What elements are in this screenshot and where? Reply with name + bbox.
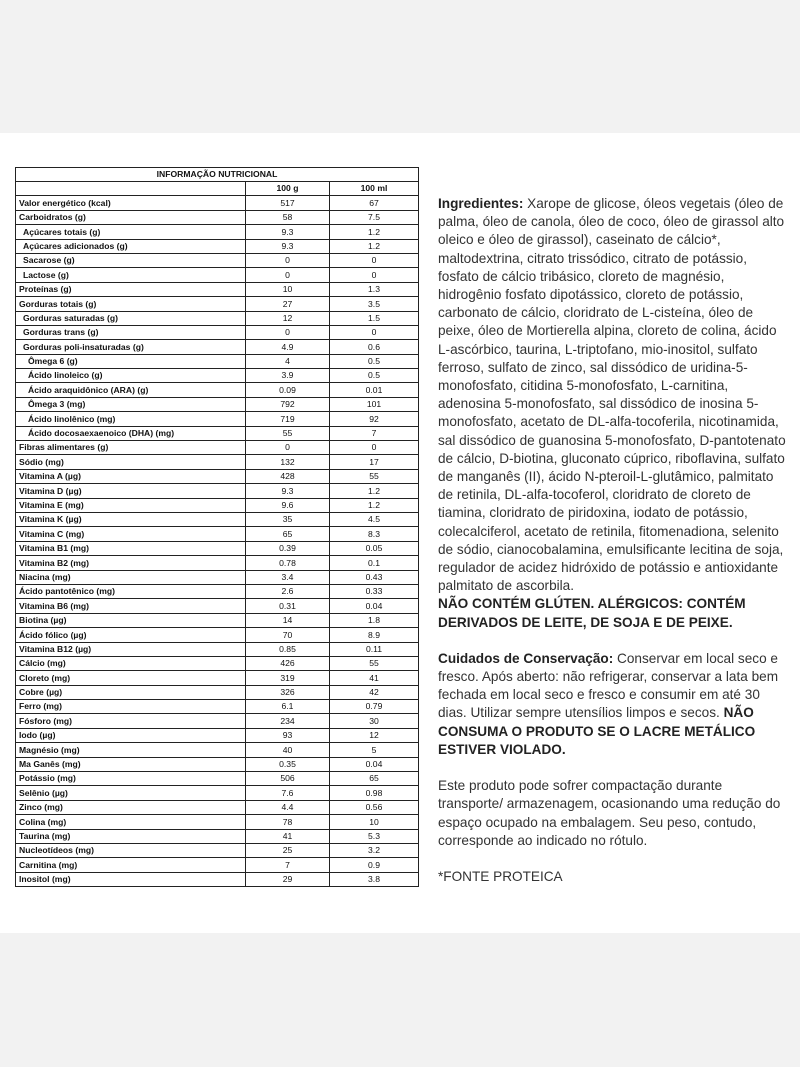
table-row: [16, 843, 419, 857]
value-100g: 55: [246, 426, 330, 440]
table-row: [16, 426, 419, 440]
table-row: [16, 210, 419, 224]
nutrient-label: Vitamina B1 (mg): [16, 541, 246, 555]
nutrient-label: Cloreto (mg): [16, 671, 246, 685]
nutrient-label: Niacina (mg): [16, 570, 246, 584]
value-100g: 0: [246, 253, 330, 267]
table-row: [16, 325, 419, 339]
nutrient-label: Inositol (mg): [16, 872, 246, 886]
value-100ml: 3.5: [330, 297, 419, 311]
value-100ml: 0.05: [330, 541, 419, 555]
table-row: [16, 628, 419, 642]
nutrient-label: Sódio (mg): [16, 455, 246, 469]
value-100ml: 12: [330, 728, 419, 742]
value-100g: 10: [246, 282, 330, 296]
value-100ml: 0: [330, 268, 419, 282]
table-row: [16, 441, 419, 455]
value-100ml: 0: [330, 253, 419, 267]
value-100g: 58: [246, 210, 330, 224]
nutrient-label: Nucleotídeos (mg): [16, 843, 246, 857]
value-100g: 506: [246, 772, 330, 786]
table-row: [16, 369, 419, 383]
table-row: [16, 541, 419, 555]
table-row: [16, 757, 419, 771]
table-row: [16, 858, 419, 872]
value-100ml: 0.79: [330, 700, 419, 714]
care-body: Conservar em local seco e fresco. Após aberto: não refrigerar, conservar a lata bem fechada em local seco e fresco e consumir em até 30 dias. Utilizar sempre utensílios limpos e secos.: [438, 650, 779, 721]
table-row: [16, 340, 419, 354]
value-100ml: 1.2: [330, 239, 419, 253]
value-100g: 319: [246, 671, 330, 685]
value-100ml: 0.11: [330, 642, 419, 656]
nutrient-label: Gorduras trans (g): [16, 325, 246, 339]
nutrient-label: Ma Ganês (mg): [16, 757, 246, 771]
nutrient-label: Vitamina B6 (mg): [16, 599, 246, 613]
value-100g: 41: [246, 829, 330, 843]
value-100g: 65: [246, 527, 330, 541]
value-100ml: 0.1: [330, 556, 419, 570]
nutrient-label: Gorduras saturadas (g): [16, 311, 246, 325]
value-100ml: 1.2: [330, 484, 419, 498]
table-row: [16, 772, 419, 786]
table-row: [16, 829, 419, 843]
value-100g: 3.4: [246, 570, 330, 584]
value-100ml: 8.3: [330, 527, 419, 541]
value-100g: 29: [246, 872, 330, 886]
table-row: [16, 642, 419, 656]
nutrient-label: Vitamina B2 (mg): [16, 556, 246, 570]
value-100g: 6.1: [246, 700, 330, 714]
value-100g: 0: [246, 441, 330, 455]
value-100g: 14: [246, 613, 330, 627]
value-100g: 792: [246, 397, 330, 411]
value-100ml: 7.5: [330, 210, 419, 224]
nutrient-label: Gorduras poli-insaturadas (g): [16, 340, 246, 354]
value-100g: 93: [246, 728, 330, 742]
table-row: [16, 556, 419, 570]
value-100ml: 0.98: [330, 786, 419, 800]
table-row: [16, 613, 419, 627]
nutrient-label: Gorduras totais (g): [16, 297, 246, 311]
value-100ml: 1.3: [330, 282, 419, 296]
nutrient-label: Ácido linolênico (mg): [16, 412, 246, 426]
table-row: [16, 383, 419, 397]
care-paragraph: [438, 650, 790, 759]
value-100g: 35: [246, 512, 330, 526]
table-row: [16, 196, 419, 210]
nutrient-label: Vitamina C (mg): [16, 527, 246, 541]
value-100g: 70: [246, 628, 330, 642]
care-heading: Cuidados de Conservação:: [438, 650, 614, 666]
nutrient-label: Vitamina B12 (µg): [16, 642, 246, 656]
nutrient-label: Biotina (µg): [16, 613, 246, 627]
value-100g: 0.31: [246, 599, 330, 613]
value-100g: 428: [246, 469, 330, 483]
value-100ml: 0.6: [330, 340, 419, 354]
value-100ml: 0.04: [330, 757, 419, 771]
table-row: [16, 354, 419, 368]
value-100ml: 0.56: [330, 800, 419, 814]
value-100g: 9.6: [246, 498, 330, 512]
table-row: [16, 225, 419, 239]
nutrient-label: Cobre (µg): [16, 685, 246, 699]
ingredients-body: Xarope de glicose, óleos vegetais (óleo de palma, óleo de canola, óleo de coco, óleo de girassol alto oleico e óleo de girassol), caseinato de cálcio*, maltodextrina, citrato trissódico, citrato de potássio, fosfato de cálcio tribásico, cloreto de magnésio, hidrogênio fosfato dipotássico, cloreto de potássio, carbonato de cálcio, cloridrato de L-cisteína, óleo de peixe, óleo de Mortierella alpina, cloreto de colina, ácido L-ascórbico, taurina, L-triptofano, mio-inositol, sulfato ferroso, sulfato de zinco, sal dissódico de uridina-5-monofosfato, citidina 5-monofosfato, L-carnitina, adenosina 5-monofosfato, sal dissódico de inosina 5-monofosfato, acetato de DL-alfa-tocoferila, nicotinamida, sal dissódico de guanosina 5-monofosfato, D-pantotenato de cálcio, D-biotina, gluconato cúprico, riboflavina, sulfato de manganês (II), ácido N-pteroil-L-glutâmico, palmitato de retinila, DL-alfa-tocoferol, cloridrato de cloreto de tiamina, cloridrato de piridoxina, iodato de potássio, colecalciferol, acetato de retinila, fitomenadiona, selenito de sódio, cianocobalamina, emulsificante lecitina de soja, regulador de acidez hidróxido de potássio e antioxidante palmitato de ascorbila.: [438, 196, 786, 594]
nutrient-label: Açúcares totais (g): [16, 225, 246, 239]
table-row: [16, 268, 419, 282]
table-row: [16, 671, 419, 685]
allergen-warning: NÃO CONTÉM GLÚTEN. ALÉRGICOS: CONTÉM DERIVADOS DE LEITE, DE SOJA E DE PEIXE.: [438, 596, 746, 630]
nutrient-label: Cálcio (mg): [16, 656, 246, 670]
value-100g: 4: [246, 354, 330, 368]
table-row: [16, 282, 419, 296]
footnote: *FONTE PROTEICA: [438, 868, 563, 884]
value-100ml: 0.01: [330, 383, 419, 397]
table-row: [16, 584, 419, 598]
value-100ml: 0: [330, 441, 419, 455]
value-100ml: 55: [330, 656, 419, 670]
value-100ml: 5: [330, 743, 419, 757]
value-100ml: 1.5: [330, 311, 419, 325]
value-100ml: 3.8: [330, 872, 419, 886]
nutrient-label: Proteínas (g): [16, 282, 246, 296]
value-100g: 7.6: [246, 786, 330, 800]
value-100g: 40: [246, 743, 330, 757]
value-100g: 0.35: [246, 757, 330, 771]
value-100g: 2.6: [246, 584, 330, 598]
value-100ml: 7: [330, 426, 419, 440]
table-row: [16, 455, 419, 469]
nutrient-label: Selênio (µg): [16, 786, 246, 800]
value-100g: 0.09: [246, 383, 330, 397]
nutrient-label: Iodo (µg): [16, 728, 246, 742]
value-100g: 0: [246, 268, 330, 282]
nutrient-label: Ácido linoleico (g): [16, 369, 246, 383]
table-row: [16, 815, 419, 829]
label-text: [438, 195, 790, 904]
value-100ml: 0.5: [330, 354, 419, 368]
table-row: [16, 527, 419, 541]
nutrient-label: Vitamina E (mg): [16, 498, 246, 512]
nutrient-label: Ácido pantotênico (mg): [16, 584, 246, 598]
table-row: [16, 512, 419, 526]
table-row: [16, 397, 419, 411]
table-row: [16, 700, 419, 714]
nutrient-label: Colina (mg): [16, 815, 246, 829]
nutrient-label: Carboidratos (g): [16, 210, 246, 224]
value-100g: 3.9: [246, 369, 330, 383]
table-row: [16, 743, 419, 757]
value-100ml: 92: [330, 412, 419, 426]
table-row: [16, 570, 419, 584]
table-row: [16, 239, 419, 253]
table-row: [16, 297, 419, 311]
table-row: [16, 685, 419, 699]
nutrient-label: Ômega 6 (g): [16, 354, 246, 368]
table-body: [16, 196, 419, 887]
value-100g: 426: [246, 656, 330, 670]
value-100ml: 1.2: [330, 225, 419, 239]
ingredients-paragraph: [438, 195, 790, 632]
nutrient-label: Fósforo (mg): [16, 714, 246, 728]
value-100g: 78: [246, 815, 330, 829]
table-row: [16, 786, 419, 800]
table-title: INFORMAÇÃO NUTRICIONAL: [16, 168, 419, 182]
value-100g: 0.39: [246, 541, 330, 555]
value-100g: 9.3: [246, 225, 330, 239]
value-100g: 25: [246, 843, 330, 857]
value-100ml: 0.04: [330, 599, 419, 613]
value-100ml: 17: [330, 455, 419, 469]
value-100g: 0.85: [246, 642, 330, 656]
nutrient-label: Fibras alimentares (g): [16, 441, 246, 455]
nutrient-label: Potássio (mg): [16, 772, 246, 786]
value-100g: 326: [246, 685, 330, 699]
value-100ml: 3.2: [330, 843, 419, 857]
table-row: [16, 484, 419, 498]
value-100g: 12: [246, 311, 330, 325]
nutrition-table: [15, 167, 419, 887]
table-row: [16, 498, 419, 512]
compaction-notice: Este produto pode sofrer compactação durante transporte/ armazenagem, ocasionando uma redução do espaço ocupado na embalagem. Seu peso, contudo, corresponde ao indicado no rótulo.: [438, 778, 781, 848]
value-100g: 0.78: [246, 556, 330, 570]
ingredients-heading: Ingredientes:: [438, 196, 524, 211]
table-row: [16, 714, 419, 728]
value-100g: 27: [246, 297, 330, 311]
table-row: [16, 253, 419, 267]
nutrient-label: Sacarose (g): [16, 253, 246, 267]
nutrient-label: Ômega 3 (mg): [16, 397, 246, 411]
nutrient-label: Vitamina K (µg): [16, 512, 246, 526]
table-row: [16, 599, 419, 613]
col-header-100g: 100 g: [246, 182, 330, 196]
table-header-blank: [16, 182, 246, 196]
nutrient-label: Valor energético (kcal): [16, 196, 246, 210]
nutrient-label: Vitamina A (µg): [16, 469, 246, 483]
value-100g: 4.4: [246, 800, 330, 814]
table-row: [16, 800, 419, 814]
value-100g: 0: [246, 325, 330, 339]
value-100ml: 10: [330, 815, 419, 829]
nutrient-label: Ácido docosaexaenoico (DHA) (mg): [16, 426, 246, 440]
value-100ml: 30: [330, 714, 419, 728]
col-header-100ml: 100 ml: [330, 182, 419, 196]
seal-warning: NÃO CONSUMA O PRODUTO SE O LACRE METÁLICO ESTIVER VIOLADO.: [438, 705, 756, 757]
value-100g: 7: [246, 858, 330, 872]
nutrient-label: Açúcares adicionados (g): [16, 239, 246, 253]
value-100ml: 0.5: [330, 369, 419, 383]
value-100ml: 42: [330, 685, 419, 699]
value-100g: 234: [246, 714, 330, 728]
table-row: [16, 311, 419, 325]
nutrient-label: Magnésio (mg): [16, 743, 246, 757]
nutrient-label: Ácido araquidônico (ARA) (g): [16, 383, 246, 397]
value-100ml: 8.9: [330, 628, 419, 642]
nutrient-label: Zinco (mg): [16, 800, 246, 814]
nutrient-label: Ferro (mg): [16, 700, 246, 714]
nutrient-label: Lactose (g): [16, 268, 246, 282]
table-row: [16, 872, 419, 886]
value-100ml: 1.2: [330, 498, 419, 512]
value-100ml: 1.8: [330, 613, 419, 627]
nutrient-label: Ácido fólico (µg): [16, 628, 246, 642]
value-100ml: 101: [330, 397, 419, 411]
value-100g: 517: [246, 196, 330, 210]
table-row: [16, 469, 419, 483]
value-100ml: 5.3: [330, 829, 419, 843]
value-100g: 9.3: [246, 239, 330, 253]
value-100g: 132: [246, 455, 330, 469]
table-row: [16, 728, 419, 742]
table-row: [16, 412, 419, 426]
value-100ml: 67: [330, 196, 419, 210]
nutrient-label: Vitamina D (µg): [16, 484, 246, 498]
value-100ml: 4.5: [330, 512, 419, 526]
value-100g: 719: [246, 412, 330, 426]
value-100ml: 55: [330, 469, 419, 483]
value-100ml: 0.43: [330, 570, 419, 584]
nutrient-label: Taurina (mg): [16, 829, 246, 843]
value-100ml: 0.9: [330, 858, 419, 872]
table-row: [16, 656, 419, 670]
value-100g: 4.9: [246, 340, 330, 354]
nutrient-label: Carnitina (mg): [16, 858, 246, 872]
value-100ml: 65: [330, 772, 419, 786]
value-100g: 9.3: [246, 484, 330, 498]
value-100ml: 41: [330, 671, 419, 685]
value-100ml: 0.33: [330, 584, 419, 598]
value-100ml: 0: [330, 325, 419, 339]
